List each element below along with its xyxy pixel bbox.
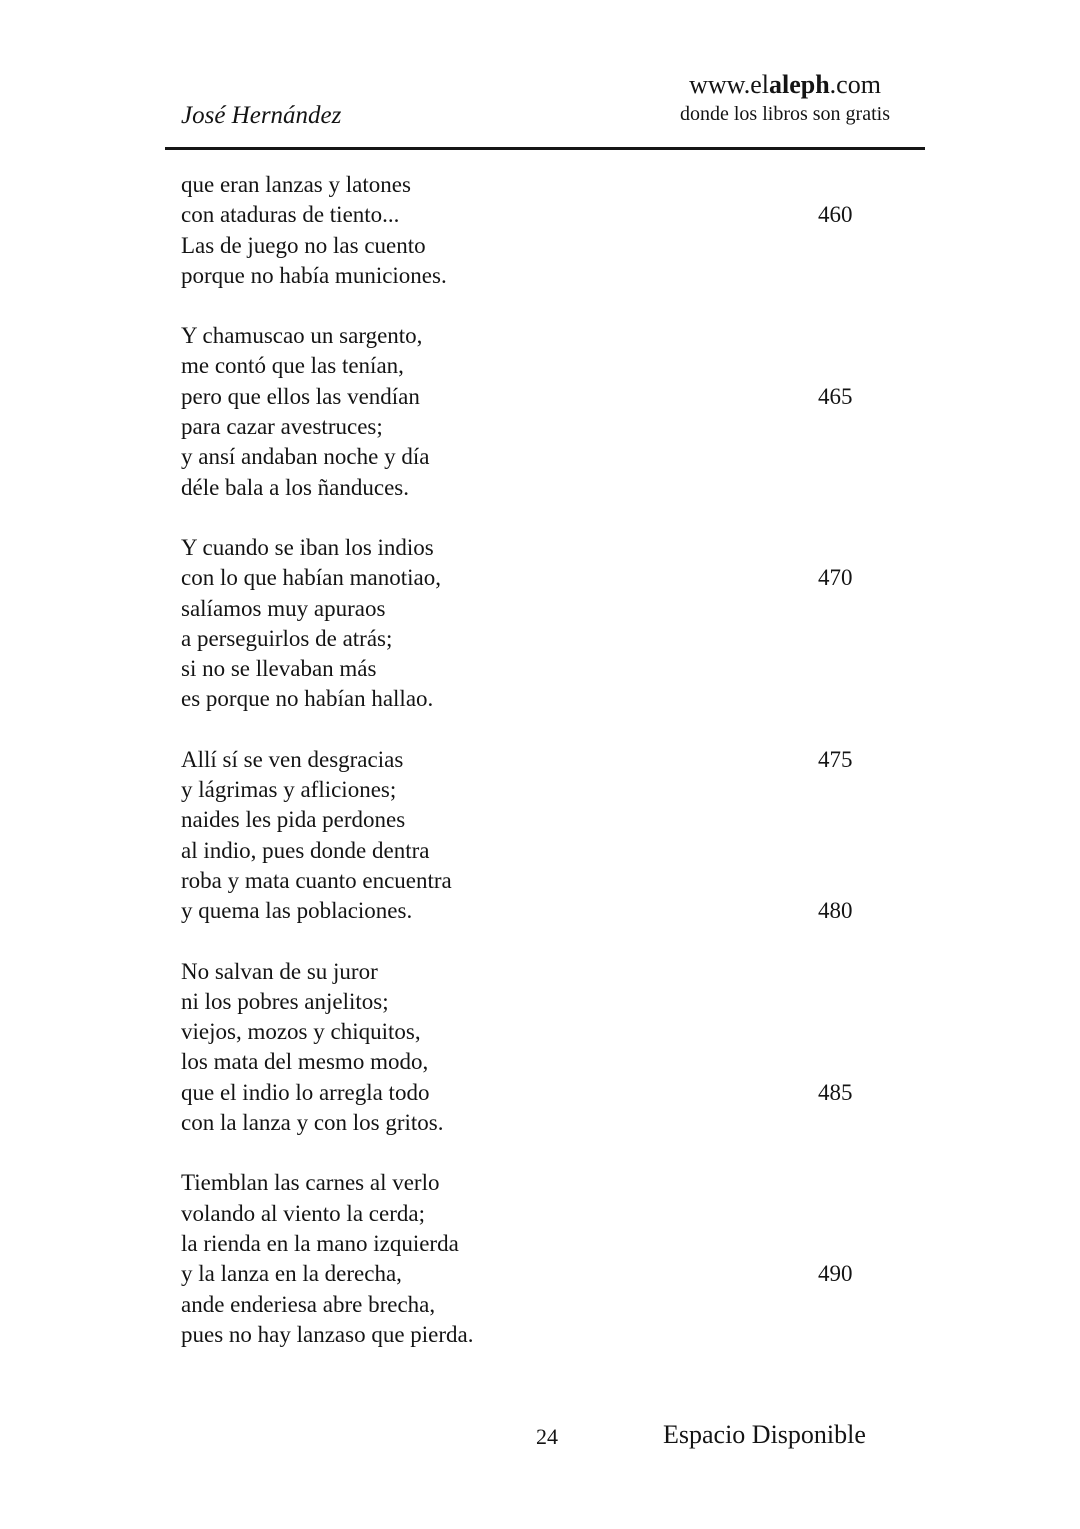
poem-line [181,957,901,987]
line-text: me contó que las tenían, [181,353,404,379]
line-number: 490 [818,1261,853,1287]
poem-line [181,805,901,835]
poem-line [181,533,901,563]
stanza [181,957,901,1139]
poem-line [181,200,901,230]
poem-line [181,1229,901,1259]
poem-line [181,442,901,472]
site-url [620,70,950,100]
stanza [181,170,901,291]
espacio-disponible-label: Espacio Disponible [663,1420,866,1449]
line-text: y ansí andaban noche y día [181,444,430,470]
poem-line [181,775,901,805]
poem-line [181,1168,901,1198]
line-text: ande enderiesa abre brecha, [181,1291,436,1317]
poem-line [181,231,901,261]
line-number: 460 [818,202,853,228]
poem-line [181,745,901,775]
stanza [181,745,901,927]
poem-line [181,412,901,442]
line-text: los mata del mesmo modo, [181,1049,429,1075]
line-text: para cazar avestruces; [181,414,383,440]
line-text: déle bala a los ñanduces. [181,474,409,500]
author-name: José Hernández [181,102,342,129]
line-text: si no se llevaban más [181,656,377,682]
line-text: porque no había municiones. [181,262,447,288]
line-text: al indio, pues donde dentra [181,837,430,863]
line-text: Y cuando se iban los indios [181,534,434,560]
line-text: Allí sí se ven desgracias [181,746,404,772]
poem-line [181,563,901,593]
header-divider [165,147,925,150]
site-url-prefix: www.el [689,70,769,99]
line-number: 465 [818,383,853,409]
poem-line [181,896,901,926]
poem-line [181,1259,901,1289]
poem-line [181,1320,901,1350]
stanza [181,533,901,715]
line-text: naides les pida perdones [181,807,406,833]
line-text: salíamos muy apuraos [181,595,386,621]
poem-line [181,1047,901,1077]
line-text: y quema las poblaciones. [181,898,413,924]
poem-line [181,684,901,714]
poem-line [181,987,901,1017]
line-text: ni los pobres anjelitos; [181,988,389,1014]
line-text: con la lanza y con los gritos. [181,1110,444,1136]
line-text: que eran lanzas y latones [181,172,411,197]
poem-line [181,836,901,866]
line-text: Y chamuscao un sargento, [181,323,423,349]
poem-line [181,1017,901,1047]
line-text: Las de juego no las cuento [181,232,426,258]
poem-line [181,170,901,200]
page-number: 24 [536,1424,558,1449]
poem-line [181,594,901,624]
line-text: con lo que habían manotiao, [181,565,441,591]
line-number: 470 [818,565,853,591]
line-text: y lágrimas y afliciones; [181,777,397,803]
site-header [620,70,950,126]
site-tagline: donde los libros son gratis [680,103,890,125]
poem-line [181,261,901,291]
line-text: a perseguirlos de atrás; [181,625,393,651]
poem-line [181,473,901,503]
poem-line [181,321,901,351]
poem-line [181,624,901,654]
line-text: roba y mata cuanto encuentra [181,867,452,893]
line-text: con ataduras de tiento... [181,202,400,228]
line-number: 485 [818,1079,853,1105]
poem-body [181,170,901,1380]
line-number: 475 [818,746,853,772]
poem-line [181,351,901,381]
site-url-suffix: .com [829,70,881,99]
stanza [181,321,901,503]
poem-line [181,654,901,684]
stanza [181,1168,901,1350]
poem-line [181,1078,901,1108]
poem-line [181,1108,901,1138]
line-text: volando al viento la cerda; [181,1200,425,1226]
line-text: pero que ellos las vendían [181,383,420,409]
line-text: es porque no habían hallao. [181,686,434,712]
poem-line [181,1290,901,1320]
line-text: pues no hay lanzaso que pierda. [181,1321,474,1347]
poem-line [181,866,901,896]
site-url-bold: aleph [768,70,830,99]
line-text: y la lanza en la derecha, [181,1261,402,1287]
line-text: la rienda en la mano izquierda [181,1230,459,1256]
poem-line [181,1199,901,1229]
poem-line [181,382,901,412]
line-text: que el indio lo arregla todo [181,1079,430,1105]
line-text: viejos, mozos y chiquitos, [181,1019,421,1045]
line-text: No salvan de su juror [181,958,378,984]
line-text: Tiemblan las carnes al verlo [181,1170,440,1196]
line-number: 480 [818,898,853,924]
